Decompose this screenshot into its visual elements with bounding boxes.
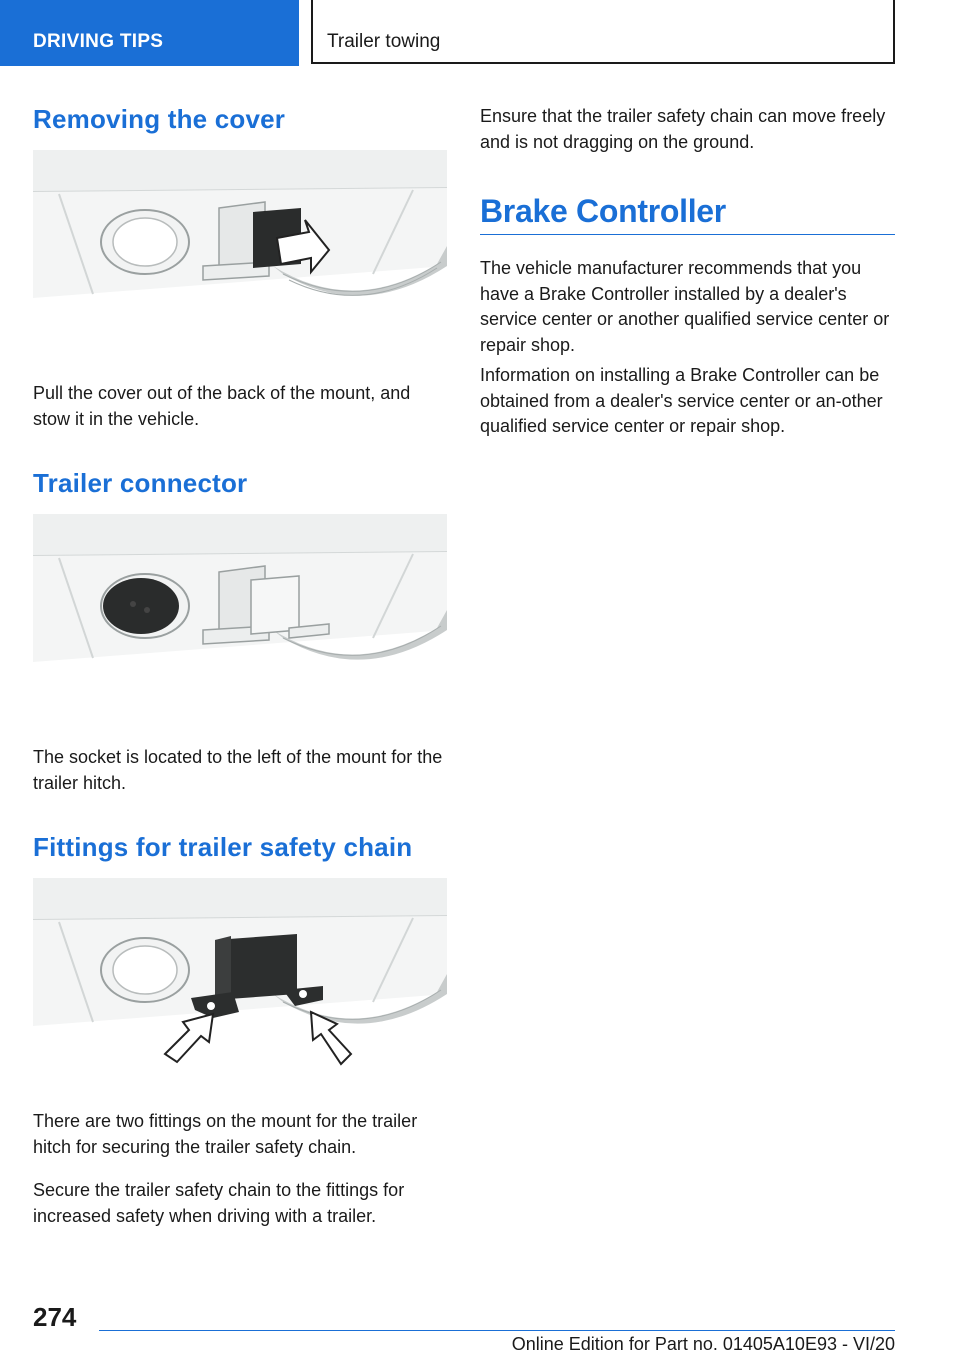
text-safety-chain-1: There are two fittings on the mount for the trailer hitch for securing the trailer safety chain. — [33, 1111, 418, 1157]
heading-safety-chain: Fittings for trailer safety chain — [33, 832, 413, 862]
text-brake-controller-1: The vehicle manufacturer recommends that you have a Brake Controller installed by a dealer's service center or another qualified service center or repair shop. — [480, 258, 890, 355]
chapter-tab — [311, 0, 895, 64]
text-chain-intro: Ensure that the trailer safety chain can move freely and is not dragging on the ground. — [480, 106, 886, 152]
heading-underline — [480, 234, 895, 235]
text-trailer-connector: The socket is located to the left of the mount for the trailer hitch. — [33, 747, 443, 793]
figure-removing-cover — [33, 146, 447, 351]
section-tab — [0, 0, 299, 66]
figure-safety-chain — [33, 874, 447, 1079]
heading-removing-cover: Removing the cover — [33, 104, 286, 134]
text-safety-chain-2: Secure the trailer safety chain to the fittings for increased safety when driving with a trailer. — [33, 1180, 405, 1226]
figure-trailer-connector — [33, 510, 447, 715]
text-brake-controller-2: Information on installing a Brake Controller can be obtained from a dealer's service center or an‐other qualified service center or repair shop. — [480, 365, 883, 436]
chapter-title: Trailer towing — [327, 31, 441, 52]
section-tab-label: DRIVING TIPS — [33, 31, 164, 52]
page-number: 274 — [33, 1302, 77, 1332]
heading-trailer-connector: Trailer connector — [33, 468, 248, 498]
text-removing-cover: Pull the cover out of the back of the mount, and stow it in the vehicle. — [33, 383, 411, 429]
heading-brake-controller: Brake Controller — [480, 193, 726, 229]
edition-footer: Online Edition for Part no. 01405A10E93 - VI/20 — [511, 1334, 895, 1354]
footer-rule — [99, 1330, 895, 1331]
